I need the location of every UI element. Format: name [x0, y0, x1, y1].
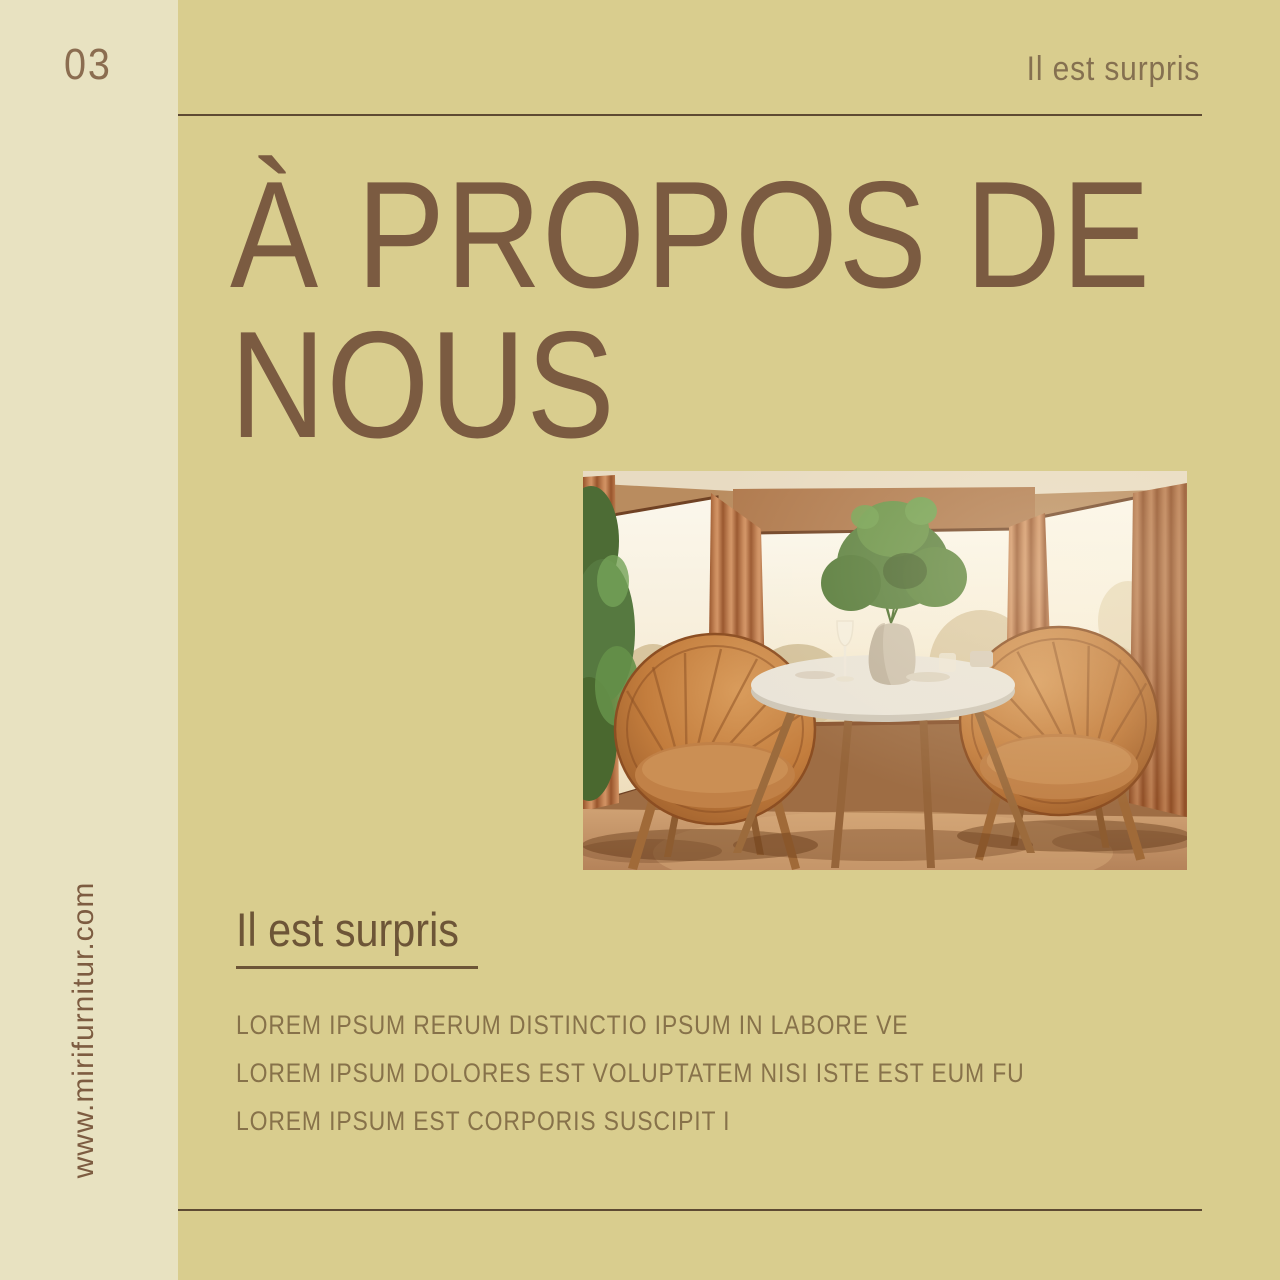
top-divider: [178, 114, 1202, 116]
body-text-line3: LOREM IPSUM EST CORPORIS SUSCIPIT I: [236, 1106, 731, 1136]
section-subheading-text: Il est surpris: [236, 902, 478, 969]
body-text: [236, 1001, 1025, 1145]
bottom-divider: [178, 1209, 1202, 1211]
page-title-line2: NOUS: [230, 300, 616, 470]
section-subheading: [236, 902, 478, 969]
body-text-line2: LOREM IPSUM DOLORES EST VOLUPTATEM NISI ISTE EST EUM FU: [236, 1058, 1025, 1088]
page-number: 03: [64, 40, 112, 89]
page-title-line1: À PROPOS DE: [230, 150, 1151, 320]
website-url: www.mirifurnitur.com: [67, 881, 100, 1179]
living-room-photo: [583, 471, 1187, 870]
body-text-line1: LOREM IPSUM RERUM DISTINCTIO IPSUM IN LABORE VE: [236, 1010, 909, 1040]
page-title: [230, 150, 1151, 470]
top-tagline: Il est surpris: [1026, 50, 1200, 88]
